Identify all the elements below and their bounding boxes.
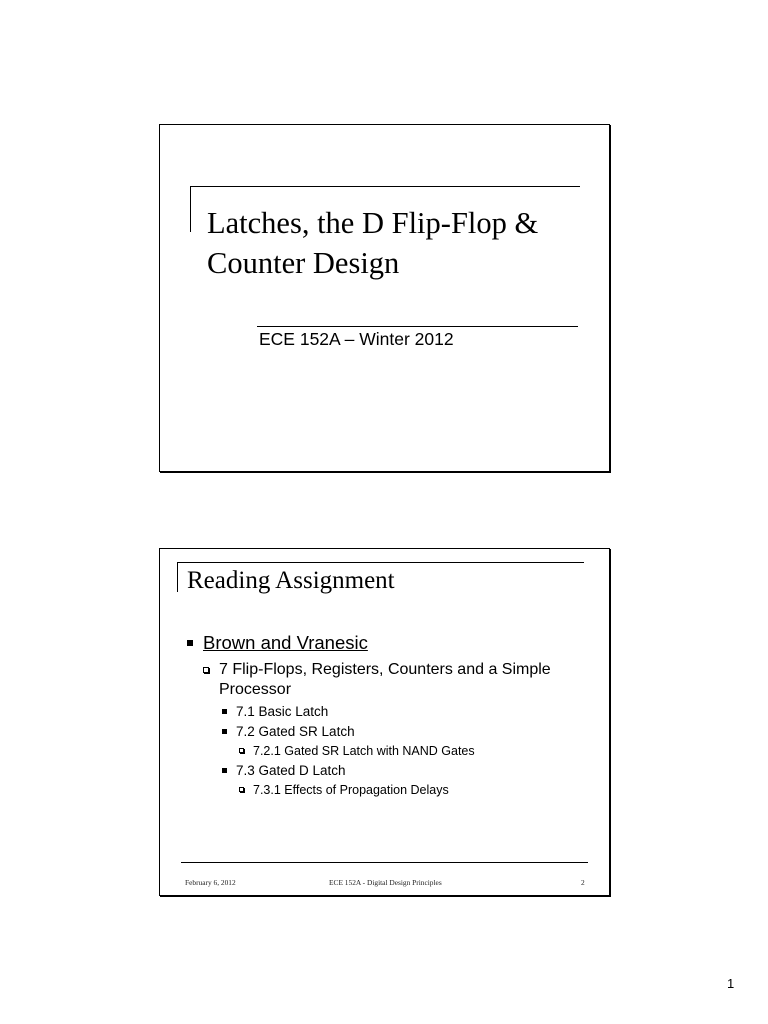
subtitle-rule [257,326,578,327]
list-item-level-4 [239,782,449,798]
title-slide [159,124,610,472]
bullet-hollow-square-icon [239,748,244,753]
title-bracket-top-rule [177,562,584,563]
list-item-level-3 [222,703,328,721]
list-item-level-1 [187,632,368,654]
bullet-hollow-square-icon [239,787,244,792]
list-item-level-3 [222,723,355,741]
footer-course: ECE 152A - Digital Design Principles [329,878,442,887]
title-bracket-side-rule [177,562,178,592]
slide-title-line-1: Latches, the D Flip-Flop & [207,206,539,240]
list-item-level-3 [222,762,346,780]
bullet-square-icon [222,709,227,714]
bullet-square-icon [222,729,227,734]
title-bracket-top-rule [190,186,580,187]
page-number: 1 [727,976,735,991]
bullet-square-icon [222,768,227,773]
slide-subtitle: ECE 152A – Winter 2012 [259,329,454,349]
list-item-text: 7.3.1 Effects of Propagation Delays [253,783,449,797]
list-item-text: 7 Flip-Flops, Registers, Counters and a Simple Processor [219,661,551,698]
slide-title [207,203,538,283]
list-item-text: 7.1 Basic Latch [236,704,329,719]
footer-slide-number: 2 [581,878,585,887]
list-item-text: 7.3 Gated D Latch [236,763,346,778]
bullet-square-icon [187,640,193,646]
list-item-text: Brown and Vranesic [203,632,368,653]
reading-assignment-slide [159,548,610,896]
list-item-text: 7.2 Gated SR Latch [236,724,355,739]
title-bracket-side-rule [190,186,191,232]
list-item-level-4 [239,743,475,759]
list-item-text: 7.2.1 Gated SR Latch with NAND Gates [253,744,475,758]
list-item-level-2 [203,660,579,700]
slide-title-line-2: Counter Design [207,246,400,280]
slide-title: Reading Assignment [187,567,395,594]
footer-date: February 6, 2012 [185,878,236,887]
footer-rule [181,862,588,863]
bullet-hollow-square-icon [203,667,209,673]
